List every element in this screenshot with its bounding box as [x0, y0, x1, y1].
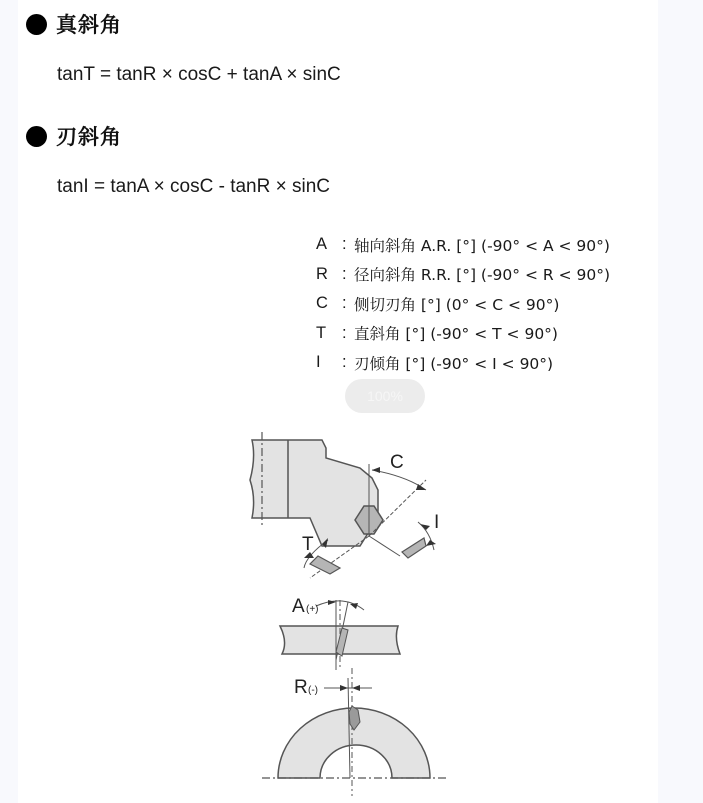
legend-symbol: A [316, 235, 328, 254]
legend-row [316, 230, 610, 260]
symbol-legend [316, 230, 610, 378]
label-T: T [302, 534, 314, 555]
heading-text: 刃斜角 [56, 125, 122, 149]
section-heading-inclination [26, 121, 122, 151]
legend-colon: : [342, 264, 347, 283]
legend-symbol: C [316, 294, 328, 313]
side-view-diagram [268, 590, 428, 670]
legend-description: 侧切刃角 [°] (0° < C < 90°) [354, 295, 560, 314]
heading-text: 真斜角 [56, 13, 122, 37]
legend-description: 轴向斜角 A.R. [°] (-90° < A < 90°) [354, 236, 610, 255]
label-R: R [294, 677, 308, 698]
label-A: A [292, 596, 305, 617]
legend-row [316, 260, 610, 290]
zoom-level-indicator[interactable]: 100% [345, 379, 425, 413]
label-R-sign: (-) [308, 685, 318, 696]
top-view-diagram [230, 428, 450, 588]
legend-colon: : [342, 294, 347, 313]
formula-inclination: tanI = tanA × cosC - tanR × sinC [57, 176, 331, 197]
legend-colon: : [342, 235, 347, 254]
legend-description: 刃倾角 [°] (-90° < I < 90°) [354, 354, 554, 373]
legend-symbol: I [316, 353, 321, 372]
label-C: C [390, 452, 404, 473]
label-A-sign: (+) [306, 604, 319, 615]
legend-symbol: T [316, 323, 327, 342]
legend-description: 直斜角 [°] (-90° < T < 90°) [354, 325, 558, 344]
label-I: I [434, 512, 440, 533]
bullet-icon [26, 126, 47, 147]
legend-symbol: R [316, 264, 328, 283]
legend-colon: : [342, 323, 347, 342]
legend-row [316, 319, 610, 349]
legend-description: 径向斜角 R.R. [°] (-90° < R < 90°) [354, 266, 611, 285]
front-view-diagram [254, 668, 454, 798]
bullet-icon [26, 14, 47, 35]
legend-row [316, 289, 610, 319]
document-page [18, 0, 658, 803]
formula-true-rake: tanT = tanR × cosC + tanA × sinC [57, 64, 341, 85]
section-heading-true-rake [26, 9, 122, 39]
legend-colon: : [342, 353, 347, 372]
legend-row [316, 348, 610, 378]
